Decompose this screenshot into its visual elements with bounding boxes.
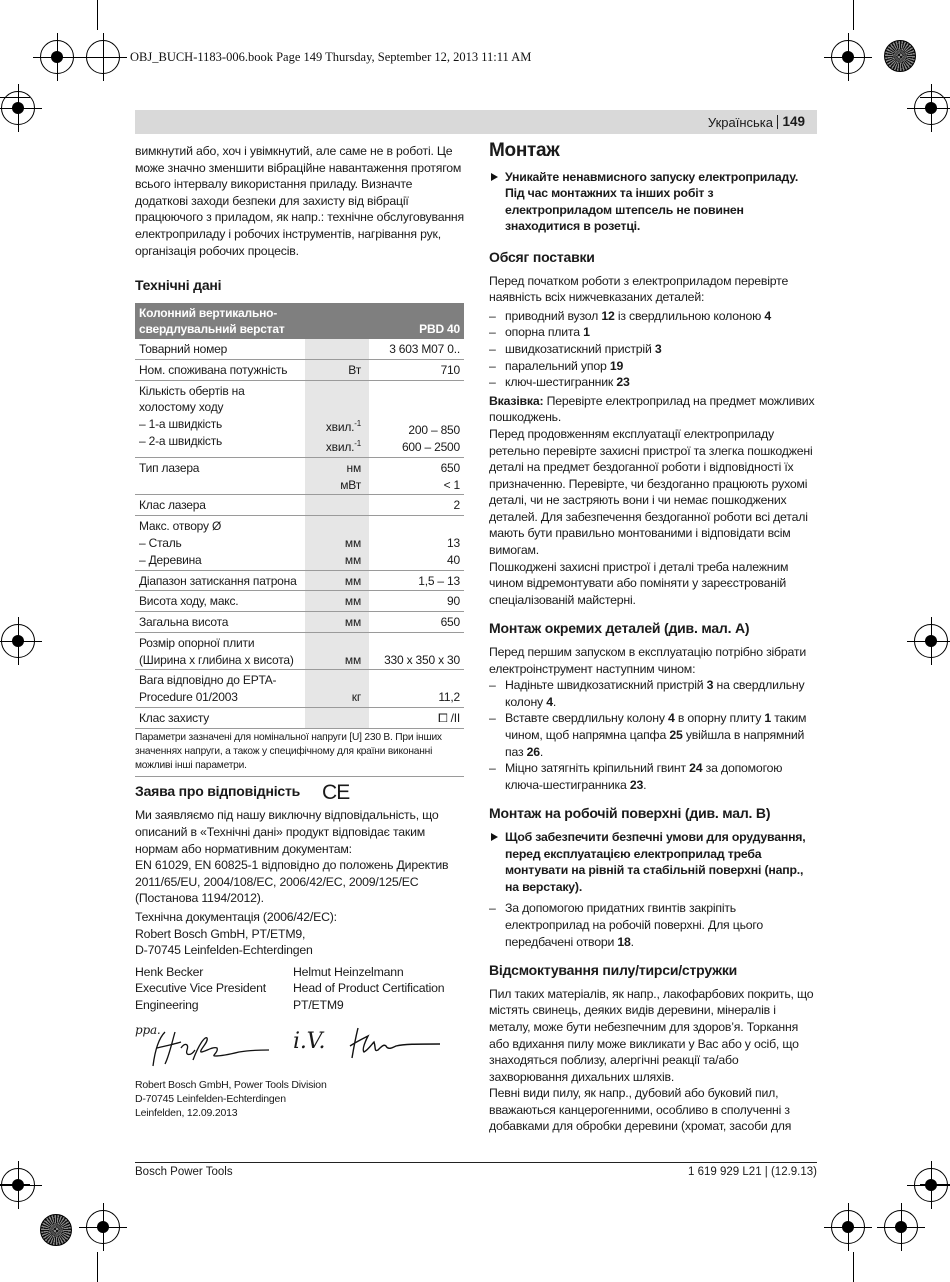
table-header-row <box>135 303 464 339</box>
conformity-text: Ми заявляємо під нашу виключну відповідальність, що описаний в «Технічні дані» продукт відповідає таким нормам або нормативним документам: <box>135 808 439 856</box>
list-item: – швидкозатискний пристрій 3 <box>489 341 662 356</box>
signature-iv: i.V. <box>293 1028 326 1054</box>
conformity-heading <box>135 780 464 804</box>
table-row <box>135 516 464 570</box>
table-row <box>135 380 464 457</box>
handwritten-signatures <box>135 1020 464 1078</box>
color-star-target-icon <box>884 40 916 72</box>
footer-date: Leinfelden, 12.09.2013 <box>135 1106 238 1119</box>
crop-mark-bottom-right-v <box>853 1252 854 1282</box>
spec-unit <box>305 495 369 516</box>
spec-unit: нм мВт <box>305 457 369 495</box>
registration-mark-icon <box>914 91 948 125</box>
warning-1-text: Уникайте ненавмисного запуску електроприладу. Під час монтажних та інших робіт з електроприладом штепсель не повинен знаходитися в розетці. <box>505 169 799 234</box>
registration-mark-icon <box>86 40 120 74</box>
surface-item-text: За допомогою придатних гвинтів закріпіть електроприлад на робочій поверхні. Для цього передбачені отвори 18. <box>505 901 764 949</box>
table-row <box>135 632 464 670</box>
surface-heading: Монтаж на робочій поверхні (див. мал. B) <box>489 805 771 822</box>
crop-mark-top-left-v <box>97 0 98 30</box>
delivery-intro: Перед початком роботи з електроприладом перевірте наявність всіх нижчевказаних деталей: <box>489 273 789 305</box>
spec-value: 13 40 <box>369 516 464 570</box>
spec-unit: мм мм <box>305 516 369 570</box>
table-row <box>135 359 464 380</box>
spec-value: 3 603 M07 0.. <box>369 339 464 359</box>
signatory-1 <box>135 964 266 1014</box>
assembly-list <box>489 677 818 793</box>
spec-label: Тип лазера <box>135 457 305 495</box>
warning-unintended-start <box>489 169 818 235</box>
header-language: Українська <box>707 115 773 130</box>
techdoc-label: Технічна документація (2006/42/EC): <box>135 910 337 925</box>
signatory-2-name: Helmut Heinzelmann <box>293 964 404 979</box>
standards-text: EN 61029, EN 60825-1 відповідно до положень Директив 2011/65/EU, 2004/108/EC, 2006/42/EC, 2009/125/EC (Постанова 1194/2012). <box>135 858 449 906</box>
vibration-paragraph: вимкнутий або, хоч і увімкнутий, але саме не в роботі. Це може значно зменшити вібраційне навантаження протягом всього інтервалу використання приладу. Визначте додаткові заходи безпеки для захисту від вібрації працюючого з приладом, як напр.: технічне обслуговування електроприладу і робочих інструментів, нагрівання рук, організація робочих процесів. <box>135 144 464 258</box>
registration-mark-icon <box>831 40 865 74</box>
dust-heading: Відсмоктування пилу/тирси/стружки <box>489 962 738 979</box>
footer-rule <box>135 1162 817 1163</box>
footer-address: D-70745 Leinfelden-Echterdingen <box>135 1092 286 1105</box>
spec-value: 11,2 <box>369 670 464 708</box>
spec-label: Макс. отвору Ø – Сталь – Деревина <box>135 516 305 570</box>
footer-company: Robert Bosch GmbH, Power Tools Division <box>135 1078 327 1091</box>
warning-triangle-icon <box>491 173 498 181</box>
registration-mark-icon <box>831 1210 865 1244</box>
delivery-heading: Обсяг поставки <box>489 248 595 265</box>
list-item: – Міцно затягніть кріпильний гвинт 24 за допомогою ключа-шестигранника 23. <box>489 761 783 792</box>
signatory-1-title: Executive Vice President <box>135 981 266 996</box>
spec-value: ⧠ /II <box>369 708 464 729</box>
registration-mark-icon <box>1 91 35 125</box>
spec-unit: мм <box>305 632 369 670</box>
color-star-target-icon <box>40 1214 72 1246</box>
spec-value: 710 <box>369 359 464 380</box>
conformity-heading-text: Заява про відповідність <box>135 782 301 799</box>
list-item: – Вставте свердлильну колону 4 в опорну плиту 1 таким чином, щоб напрямна цапфа 25 увійшла в напрямний паз 26. <box>489 711 807 759</box>
spec-label: Товарний номер <box>135 339 305 359</box>
signature-1-icon <box>135 1020 275 1076</box>
spec-label: Кількість обертів на холостому ходу – 1-а швидкість – 2-а швидкість <box>135 380 305 457</box>
table-row <box>135 457 464 495</box>
delivery-list <box>489 308 818 391</box>
registration-mark-icon <box>86 1210 120 1244</box>
list-item: – паралельний упор 19 <box>489 358 624 373</box>
table-row <box>135 495 464 516</box>
table-bottom-rule <box>135 776 464 777</box>
signature-ppa: ppa. <box>135 1022 161 1037</box>
techdoc-address: D-70745 Leinfelden-Echterdingen <box>135 943 313 958</box>
spec-unit <box>305 708 369 729</box>
tech-data-table <box>135 303 464 729</box>
footer-doc-number: 1 619 929 L21 | (12.9.13) <box>688 1166 817 1178</box>
registration-mark-icon <box>914 1168 948 1202</box>
table-note: Параметри зазначені для номінальної напруги [U] 230 В. При інших значеннях напруги, а також у специфічному для країни виконанні можливі інші параметри. <box>135 731 442 771</box>
spec-unit: кг <box>305 670 369 708</box>
registration-mark-icon <box>1 1168 35 1202</box>
header-page-number: 149 <box>782 114 805 129</box>
left-column <box>135 143 464 1120</box>
spec-value: 1,5 – 13 <box>369 570 464 591</box>
spec-value: 90 <box>369 591 464 612</box>
warning-triangle-icon <box>491 833 498 841</box>
spec-label: Висота ходу, макс. <box>135 591 305 612</box>
assembly-heading: Монтаж окремих деталей (див. мал. A) <box>489 620 750 637</box>
ce-mark-icon: CE <box>322 780 350 804</box>
registration-mark-icon <box>1 624 35 658</box>
crop-mark-top-right-v <box>853 0 854 30</box>
spec-label: Вага відповідно до EPTA-Procedure 01/2003 <box>135 670 305 708</box>
spec-value: 200 – 850 600 – 2500 <box>369 380 464 457</box>
dust-paragraph-2: Певні види пилу, як напр., дубовий або буковий пил, вважаються канцерогенними, особливо в сполученні з добавками для обробки деревини (хромат, засоби для <box>489 1086 792 1134</box>
surface-list <box>489 900 818 950</box>
warning-2-text: Щоб забезпечити безпечні умови для орудування, перед експлуатацією електроприлад треба монтувати на рівній та стабільній поверхні (напр., на верстаку). <box>505 829 806 894</box>
registration-mark-icon <box>40 40 74 74</box>
spec-unit: хвил.$^{-1}$ хвил.$^{-1}$ <box>305 380 369 457</box>
assembly-intro: Перед першим запуском в експлуатацію потрібно зібрати електроінструмент наступним чином: <box>489 645 806 676</box>
signature-2-icon <box>340 1020 450 1076</box>
table-row <box>135 339 464 359</box>
hint-label: Вказівка: <box>489 393 544 408</box>
list-item: – ключ-шестигранник 23 <box>489 375 630 390</box>
signatory-2-dept: PT/ETM9 <box>293 998 344 1012</box>
list-item: – опорна плита 1 <box>489 325 590 340</box>
table-row <box>135 708 464 729</box>
hint-paragraph <box>489 393 818 426</box>
list-item: – приводний вузол 12 із свердлильною колоною 4 <box>489 308 771 323</box>
spec-label: Розмір опорної плити (Ширина x глибина x висота) <box>135 632 305 670</box>
registration-mark-icon <box>884 1210 918 1244</box>
spec-value: 2 <box>369 495 464 516</box>
table-row <box>135 591 464 612</box>
spec-unit: мм <box>305 591 369 612</box>
running-header <box>135 110 817 134</box>
table-header-label: Колонний вертикально-свердлувальний верстат <box>135 303 369 339</box>
header-divider <box>777 115 778 129</box>
spec-label: Ном. споживана потужність <box>135 359 305 380</box>
table-row <box>135 570 464 591</box>
spec-label: Клас захисту <box>135 708 305 729</box>
signatory-1-dept: Engineering <box>135 998 199 1012</box>
dust-paragraph-1: Пил таких матеріалів, як напр., лакофарбових покрить, що містять свинець, деяких видів деревини, мінералів і металу, може бути небезпечним для здоров’я. Торкання або вдихання пилу може викликати у Вас або у осіб, що знаходяться поблизу, алергічні реакції та/або захворювання дихальних шляхів. <box>489 986 814 1084</box>
spec-label: Клас лазера <box>135 495 305 516</box>
signatory-1-name: Henk Becker <box>135 964 204 979</box>
table-row <box>135 612 464 633</box>
warning-stable-surface <box>489 829 818 895</box>
right-column <box>489 140 818 1135</box>
techdoc-company: Robert Bosch GmbH, PT/ETM9, <box>135 926 306 941</box>
check-paragraph: Перед продовженням експлуатації електроприладу ретельно перевірте захисні пристрої та злегка пошкоджені деталі на предмет бездоганної роботи і відповідності їх призначенню. Перевірте, чи бездоганно працюють рухомі деталі, чи не застряють вони і чи немає пошкоджених деталей. Для забезпечення бездоганної роботи всі деталі мають бути правильно монтованими і відповідати всім вимогам. <box>489 426 813 558</box>
registration-mark-icon <box>914 624 948 658</box>
table-row <box>135 670 464 708</box>
table-header-model: PBD 40 <box>369 303 464 339</box>
print-slug-line: OBJ_BUCH-1183-006.book Page 149 Thursday, September 12, 2013 11:11 AM <box>130 50 532 64</box>
crop-mark-bottom-left-v <box>97 1252 98 1282</box>
signatory-2-title: Head of Product Certification <box>293 981 445 996</box>
signatory-2 <box>293 964 444 1014</box>
montage-heading: Монтаж <box>489 140 560 161</box>
spec-unit: мм <box>305 570 369 591</box>
damaged-paragraph: Пошкоджені захисні пристрої і деталі треба належним чином відремонтувати або поміняти у зареєстрованій спеціалізованій майстерні. <box>489 559 789 607</box>
list-item: – Надіньте швидкозатискний пристрій 3 на свердлильну колону 4. <box>489 678 805 709</box>
tech-data-heading: Технічні дані <box>135 277 222 294</box>
spec-value: 650 <box>369 612 464 633</box>
hint-text: Перевірте електроприлад на предмет можливих пошкоджень. <box>489 393 815 425</box>
footer-brand: Bosch Power Tools <box>135 1166 233 1178</box>
spec-unit: Вт <box>305 359 369 380</box>
spec-value: 330 x 350 x 30 <box>369 632 464 670</box>
spec-unit <box>305 339 369 359</box>
spec-label: Діапазон затискання патрона <box>135 570 305 591</box>
spec-value: 650 < 1 <box>369 457 464 495</box>
spec-label: Загальна висота <box>135 612 305 633</box>
signatories <box>135 964 464 1016</box>
spec-unit: мм <box>305 612 369 633</box>
list-item: – За допомогою придатних гвинтів закріпіть електроприлад на робочій поверхні. Для цього передбачені отвори 18. <box>489 901 764 949</box>
